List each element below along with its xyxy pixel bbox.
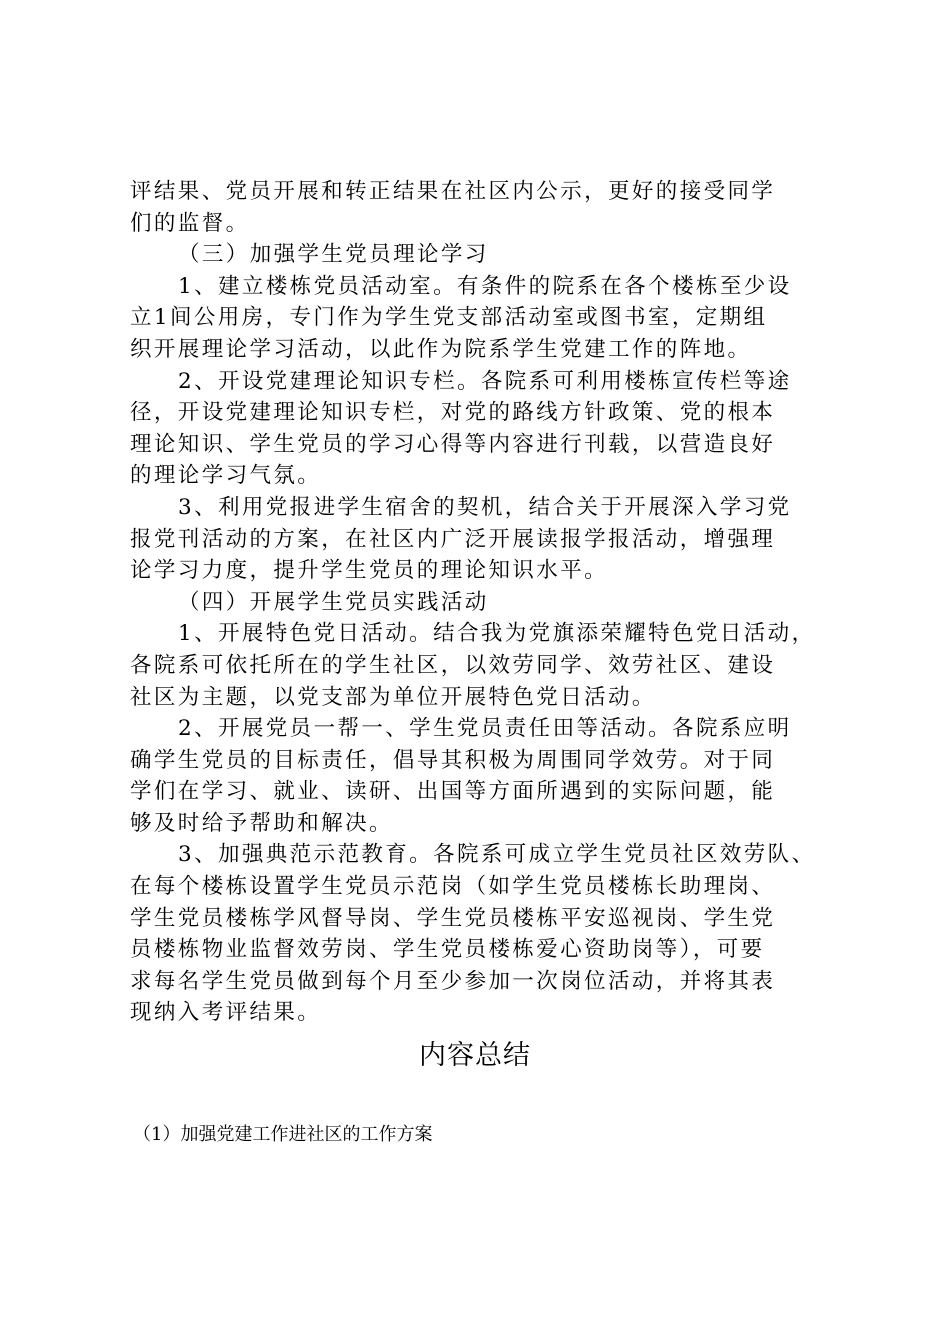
text-line: 的理论学习气氛。: [130, 463, 322, 489]
text-line: 在每个楼栋设置学生党员示范岗（如学生党员楼栋长助理岗、: [130, 874, 776, 900]
text-line: 学生党员楼栋学风督导岗、学生党员楼栋平安巡视岗、学生党: [130, 905, 776, 931]
text-line: 3、加强典范示范教育。各院系可成立学生党员社区效劳队、: [178, 842, 816, 868]
text-line: 径，开设党建理论知识专栏，对党的路线方针政策、党的根本: [130, 400, 776, 426]
text-line: 2、开设党建理论知识专栏。各院系可利用楼栋宣传栏等途: [178, 368, 792, 394]
text-line: 3、利用党报进学生宿舍的契机，结合关于开展深入学习党: [178, 494, 792, 520]
text-line: 现纳入考评结果。: [130, 1000, 322, 1026]
section-heading: （三）加强学生党员理论学习: [178, 242, 489, 268]
text-line: 立1间公用房，专门作为学生党支部活动室或图书室，定期组: [130, 305, 768, 331]
text-line: 报党刊活动的方案，在社区内广泛开展读报学报活动，增强理: [130, 526, 776, 552]
text-line: 够及时给予帮助和解决。: [130, 810, 393, 836]
text-line: 论学习力度，提升学生党员的理论知识水平。: [130, 558, 609, 584]
text-line: 2、开展党员一帮一、学生党员责任田等活动。各院系应明: [178, 716, 792, 742]
summary-title: 内容总结: [419, 1040, 531, 1071]
text-line: 理论知识、学生党员的学习心得等内容进行刊载，以营造良好: [130, 431, 776, 457]
text-line: 评结果、党员开展和转正结果在社区内公示，更好的接受同学: [130, 179, 776, 204]
text-line: 确学生党员的目标责任，倡导其积极为周围同学效劳。对于同: [130, 747, 776, 773]
section-heading: （四）开展学生党员实践活动: [178, 589, 489, 615]
summary-item: （1）加强党建工作进社区的工作方案: [133, 1124, 433, 1145]
text-line: 们的监督。: [130, 210, 250, 236]
text-line: 各院系可依托所在的学生社区，以效劳同学、效劳社区、建设: [130, 652, 776, 678]
text-line: 社区为主题，以党支部为单位开展特色党日活动。: [130, 684, 656, 710]
text-line: 求每名学生党员做到每个月至少参加一次岗位活动，并将其表: [130, 968, 776, 994]
document-body: [130, 176, 845, 1029]
text-line: 1、开展特色党日活动。结合我为党旗添荣耀特色党日活动，: [178, 621, 816, 647]
text-line: 学们在学习、就业、读研、出国等方面所遇到的实际问题，能: [130, 779, 776, 805]
text-line: 1、建立楼栋党员活动室。有条件的院系在各个楼栋至少设: [178, 273, 792, 299]
text-line: 员楼栋物业监督效劳岗、学生党员楼栋爱心资助岗等），可要: [130, 937, 765, 963]
text-line: 织开展理论学习活动，以此作为院系学生党建工作的阵地。: [130, 336, 752, 362]
